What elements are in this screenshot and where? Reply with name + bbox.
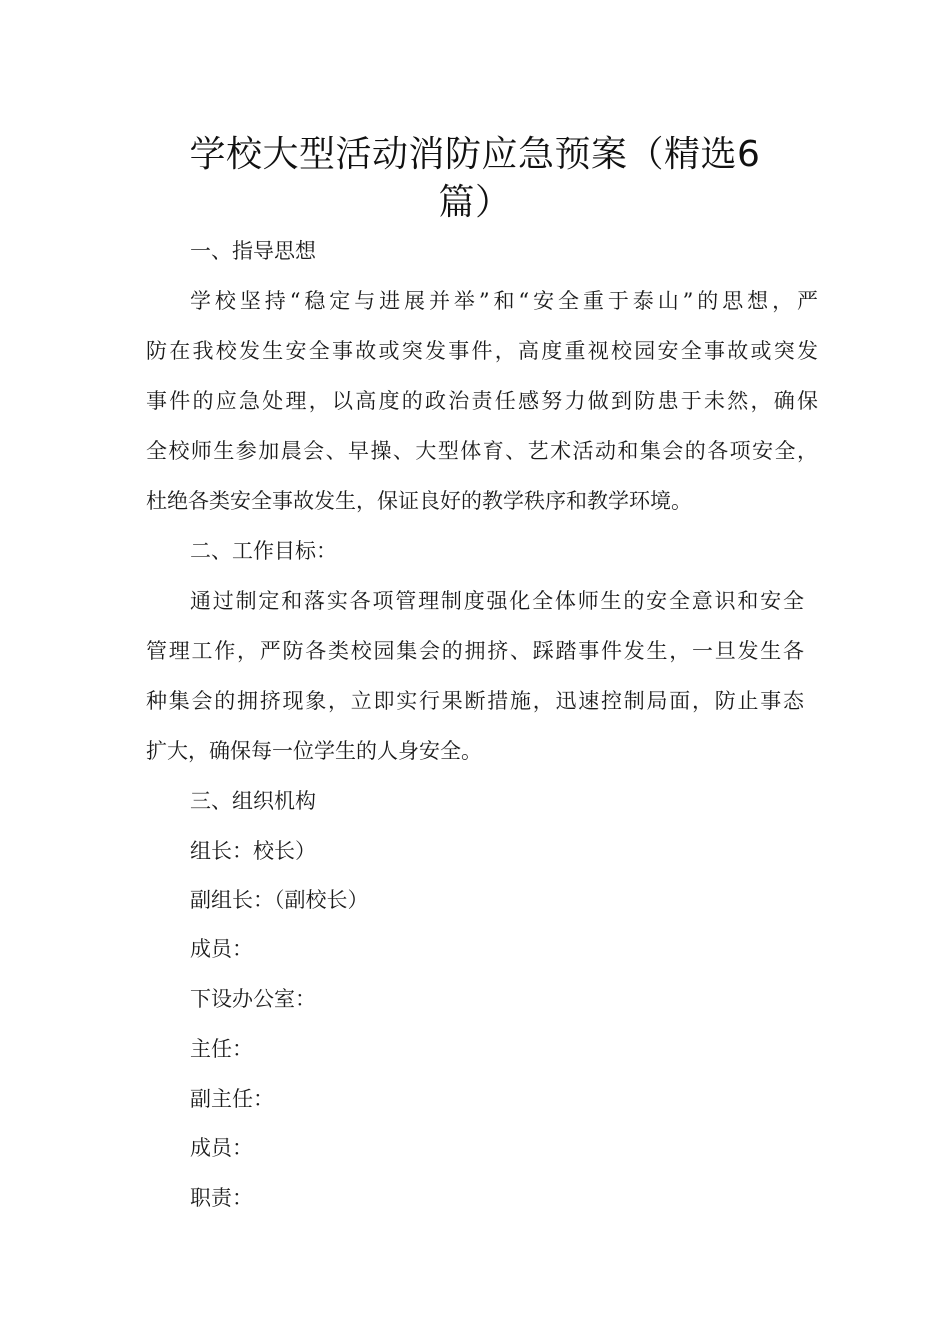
paragraph-line: 事件的应急处理，以高度的政治责任感努力做到防患于未然，确保 [146,389,818,413]
org-item: 副组长：（副校长） [190,888,369,912]
paragraph-line: 学校坚持“稳定与进展并举”和“安全重于泰山”的思想，严 [190,289,818,313]
paragraph-line: 通过制定和落实各项管理制度强化全体师生的安全意识和安全 [190,589,804,613]
paragraph-line: 防在我校发生安全事故或突发事件，高度重视校园安全事故或突发 [146,339,818,363]
document-title-line-1: 学校大型活动消防应急预案（精选6 [189,134,761,175]
org-item: 下设办公室： [190,987,316,1011]
section-heading-work-goals: 二、工作目标： [190,539,337,563]
document-title-line-2: 篇） [438,182,512,223]
org-item: 副主任： [190,1087,274,1111]
paragraph-line: 全校师生参加晨会、早操、大型体育、艺术活动和集会的各项安全， [146,439,818,463]
paragraph-line: 种集会的拥挤现象，立即实行果断措施，迅速控制局面，防止事态 [146,689,804,713]
paragraph-line: 管理工作，严防各类校园集会的拥挤、踩踏事件发生，一旦发生各 [146,639,804,663]
paragraph-line: 杜绝各类安全事故发生，保证良好的教学秩序和教学环境。 [146,489,692,513]
org-item: 组长：校长） [190,839,316,863]
paragraph-line: 扩大，确保每一位学生的人身安全。 [146,739,482,763]
org-item: 成员： [190,1136,253,1160]
section-heading-organization: 三、组织机构 [190,789,316,813]
org-item: 职责： [190,1186,253,1210]
org-item: 成员： [190,937,253,961]
org-item: 主任： [190,1037,253,1061]
section-heading-guiding-ideology: 一、指导思想 [190,239,316,263]
